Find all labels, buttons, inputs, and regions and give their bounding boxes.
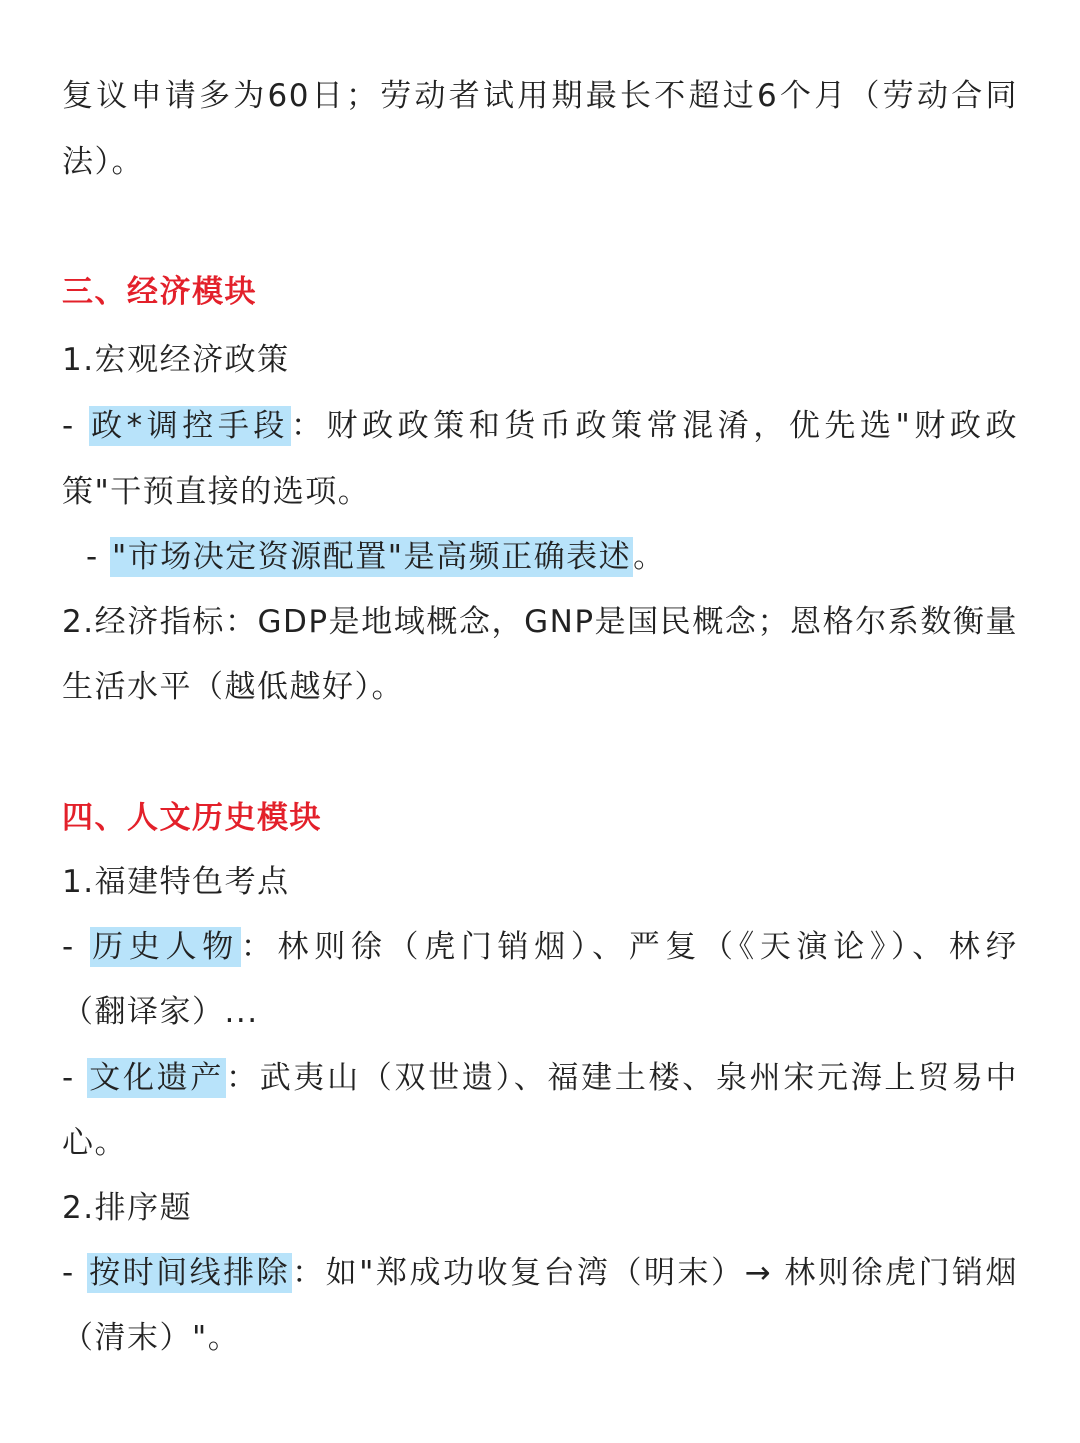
bullet-historical-figures-line-1	[62, 925, 1018, 969]
bullet-regulation-line-1	[62, 404, 1018, 448]
bullet-dash: -	[62, 1255, 88, 1291]
bullet-text: 。	[633, 539, 666, 575]
subheading-fujian: 1.福建特色考点	[62, 864, 290, 900]
bullet-text: ：如"郑成功收复台湾（明末）→ 林则徐虎门销烟	[292, 1255, 1018, 1291]
bullet-dash: -	[62, 1060, 88, 1096]
economic-indicators-line-2: 生活水平（越低越好）。	[62, 669, 404, 705]
bullet-historical-figures-line-2: （翻译家）...	[62, 994, 259, 1030]
intro-line-2: 法）。	[62, 144, 144, 180]
bullet-text: ：财政政策和货币政策常混淆，优先选"财政政	[290, 408, 1018, 444]
subheading-ordering: 2.排序题	[62, 1190, 193, 1226]
highlight-term: "市场决定资源配置"是高频正确表述	[112, 539, 632, 575]
bullet-dash: -	[86, 539, 111, 575]
bullet-timeline-line-1	[62, 1251, 1018, 1295]
bullet-regulation-line-2: 策"干预直接的选项。	[62, 474, 371, 510]
highlight-term: 文化遗产	[89, 1060, 225, 1096]
bullet-market-allocation	[86, 535, 666, 579]
highlight-term: 按时间线排除	[89, 1255, 291, 1291]
highlight-term: 政*调控手段	[91, 408, 289, 444]
section-heading-economy: 三、经济模块	[62, 274, 257, 310]
bullet-cultural-heritage-line-2: 心。	[62, 1125, 127, 1161]
economic-indicators-line-1: 2.经济指标：GDP是地域概念，GNP是国民概念；恩格尔系数衡量	[62, 604, 1018, 640]
section-heading-history: 四、人文历史模块	[62, 800, 322, 836]
intro-line-1: 复议申请多为60日；劳动者试用期最长不超过6个月（劳动合同	[62, 78, 1018, 114]
highlight-term: 历史人物	[92, 929, 239, 965]
bullet-dash: -	[62, 408, 90, 444]
subheading-macro-policy: 1.宏观经济政策	[62, 342, 290, 378]
bullet-text: ：林则徐（虎门销烟）、严复（《天演论》）、林纾	[240, 929, 1019, 965]
bullet-cultural-heritage-line-1	[62, 1056, 1018, 1100]
bullet-dash: -	[62, 929, 91, 965]
bullet-timeline-line-2: （清末）"。	[62, 1320, 241, 1356]
bullet-text: ：武夷山（双世遗）、福建土楼、泉州宋元海上贸易中	[226, 1060, 1019, 1096]
